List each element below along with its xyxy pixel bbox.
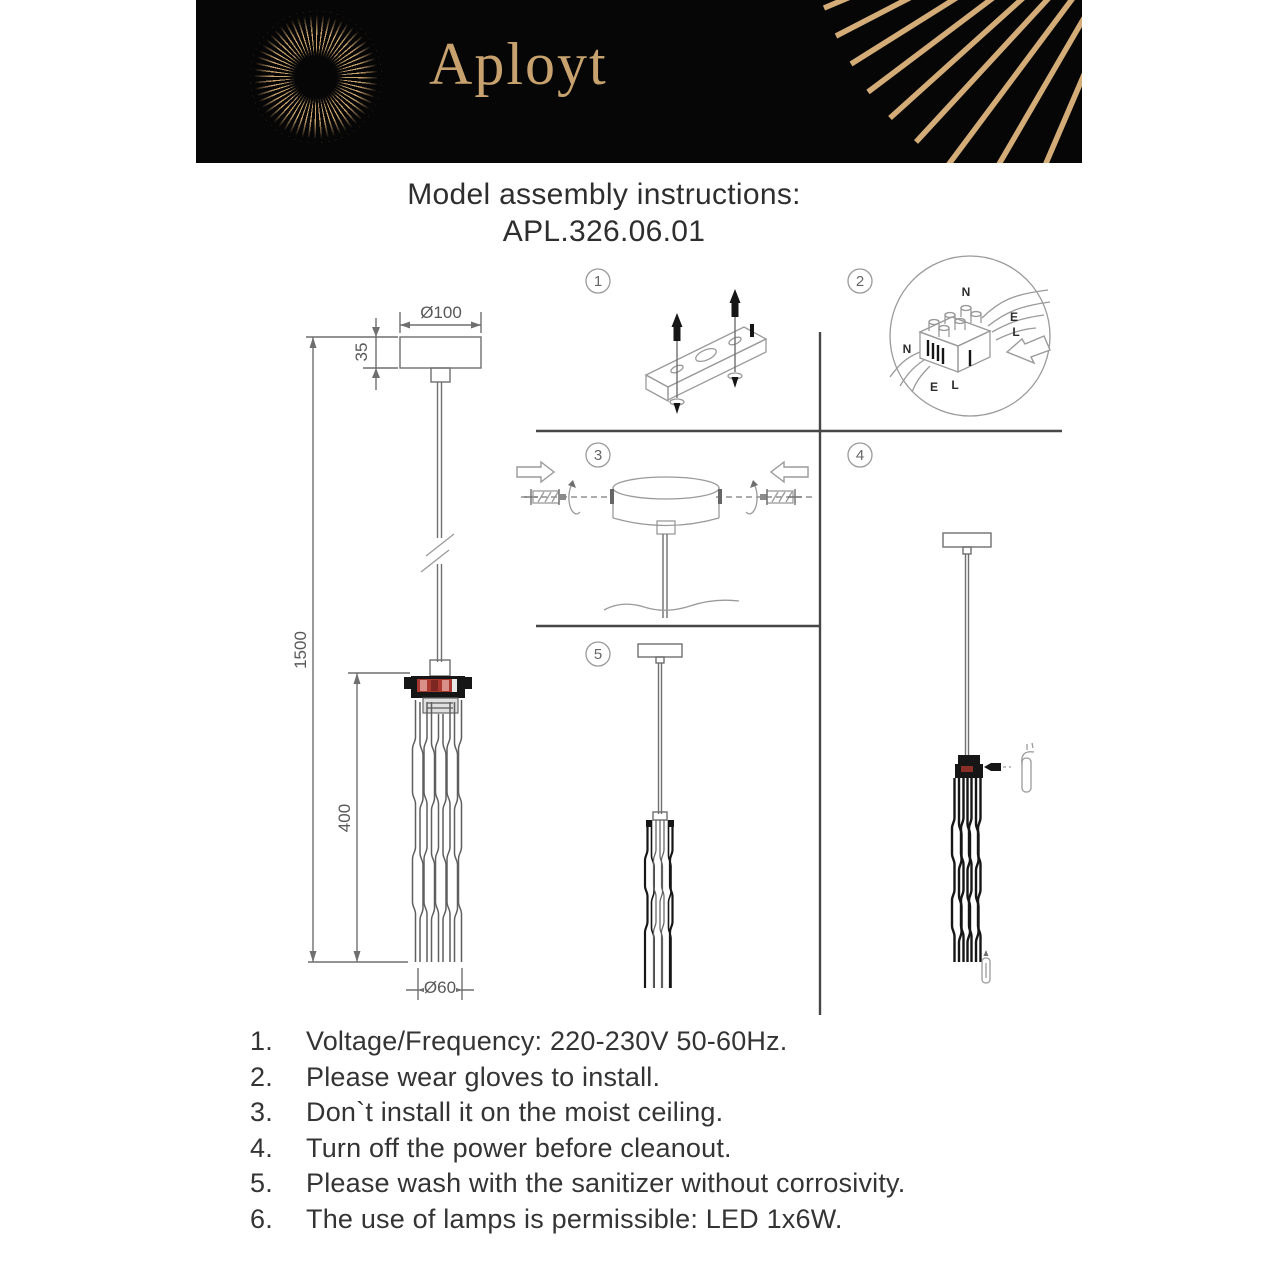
wire-label-l-bottom: L <box>951 378 959 392</box>
shade-texture-dark <box>952 778 981 962</box>
instruction-item <box>250 1060 1080 1096</box>
wire-label-l-top: L <box>1012 325 1020 339</box>
main-dimension-drawing <box>291 303 481 1000</box>
dim-label-shade-diameter: Ø60 <box>423 978 457 997</box>
instruction-text: Turn off the power before cleanout. <box>306 1132 732 1163</box>
instruction-text: Please wear gloves to install. <box>306 1061 661 1092</box>
step-markers <box>586 269 872 666</box>
instruction-item <box>250 1202 1080 1238</box>
step-number-5: 5 <box>593 646 603 663</box>
brand-name: Aployt <box>429 31 608 97</box>
step-number-4: 4 <box>855 447 865 464</box>
instruction-number: 3. <box>250 1097 273 1127</box>
instruction-number: 4. <box>250 1132 273 1163</box>
shade-texture-small <box>645 820 673 988</box>
instruction-number: 5. <box>250 1168 273 1198</box>
step-number-3: 3 <box>593 447 603 464</box>
section-dividers <box>536 332 1062 1015</box>
dim-label-shade-height: 400 <box>335 803 354 833</box>
instruction-text: Please wash with the sanitizer without corrosivity. <box>306 1168 906 1198</box>
instruction-text: The use of lamps is permissible: LED 1x6W. <box>306 1203 843 1234</box>
model-number: APL.326.06.01 <box>502 215 706 248</box>
dim-label-canopy-height: 35 <box>352 342 371 362</box>
instructions-list <box>250 1024 1080 1237</box>
dim-label-canopy-diameter: Ø100 <box>420 303 462 322</box>
shade-texture <box>413 700 462 962</box>
step-3-drawing <box>517 462 812 618</box>
wire-label-e-bottom: E <box>929 380 939 394</box>
instruction-text: Don`t install it on the moist ceiling. <box>306 1097 724 1127</box>
step-number-2: 2 <box>855 273 865 290</box>
hex-key-icon <box>1022 758 1031 792</box>
instruction-item <box>250 1095 1080 1131</box>
instruction-text: Voltage/Frequency: 220-230V 50-60Hz. <box>306 1026 788 1056</box>
step-2-drawing <box>890 256 1050 416</box>
instruction-number: 6. <box>250 1203 273 1234</box>
instruction-number: 1. <box>250 1026 273 1056</box>
wire-label-n-top: N <box>961 285 971 299</box>
wire-label-e-top: E <box>1009 310 1019 324</box>
push-arrow-right-icon <box>771 462 808 482</box>
step-4-drawing <box>943 533 1034 983</box>
instruction-item <box>250 1166 1080 1202</box>
push-arrow-left-icon <box>517 462 554 482</box>
step-5-drawing <box>638 644 682 988</box>
instruction-item <box>250 1024 1080 1060</box>
step-number-1: 1 <box>593 273 603 290</box>
instruction-item <box>250 1131 1080 1167</box>
title-heading: Model assembly instructions: <box>407 178 801 211</box>
wire-label-n-bottom: N <box>902 342 912 356</box>
dim-label-overall-height: 1500 <box>291 631 310 669</box>
direction-arrow-icon <box>1007 336 1050 363</box>
step-1-drawing <box>646 289 766 414</box>
instruction-number: 2. <box>250 1061 273 1092</box>
